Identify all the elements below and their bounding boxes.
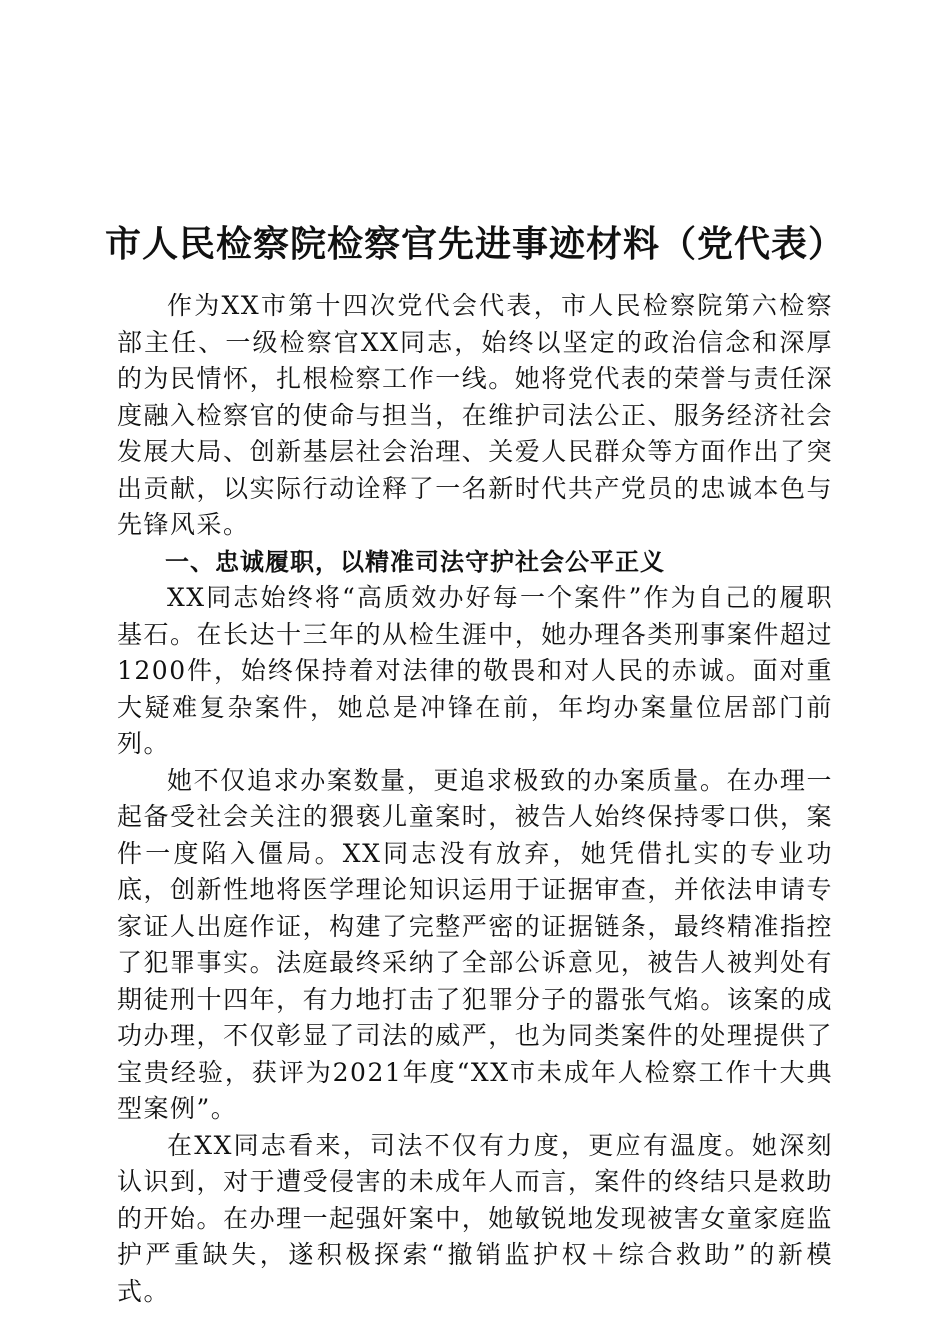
body-paragraph: 她不仅追求办案数量，更追求极致的办案质量。在办理一起备受社会关注的猥亵儿童案时，被告人始终保持零口供，案件一度陷入僵局。XX同志没有放弃，她凭借扎实的专业功底，创新性地将医学理论知识运用于证据审查，并依法申请专家证人出庭作证，构建了完整严密的证据链条，最终精准指控了犯罪事实。法庭最终采纳了全部公诉意见，被告人被判处有期徒刑十四年，有力地打击了犯罪分子的嚣张气焰。该案的成功办理，不仅彰显了司法的威严，也为同类案件的处理提供了宝贵经验，获评为2021年度“XX市未成年人检察工作十大典型案例”。: [117, 765, 833, 1123]
body-paragraph: 在XX同志看来，司法不仅有力度，更应有温度。她深刻认识到，对于遭受侵害的未成年人而言，案件的终结只是救助的开始。在办理一起强奸案中，她敏锐地发现被害女童家庭监护严重缺失，遂积极探索“撤销监护权＋综合救助”的新模式。: [117, 1130, 833, 1306]
document-body: [117, 288, 833, 1310]
intro-paragraph: 作为XX市第十四次党代会代表，市人民检察院第六检察部主任、一级检察官XX同志，始终以坚定的政治信念和深厚的为民情怀，扎根检察工作一线。她将党代表的荣誉与责任深度融入检察官的使命与担当，在维护司法公正、服务经济社会发展大局、创新基层社会治理、关爱人民群众等方面作出了突出贡献，以实际行动诠释了一名新时代共产党员的忠诚本色与先锋风采。: [117, 291, 833, 539]
body-paragraph: XX同志始终将“高质效办好每一个案件”作为自己的履职基石。在长达十三年的从检生涯中，她办理各类刑事案件超过1200件，始终保持着对法律的敬畏和对人民的赤诚。面对重大疑难复杂案件，她总是冲锋在前，年均办案量位居部门前列。: [117, 583, 833, 758]
document-title: 市人民检察院检察官先进事迹材料（党代表）: [104, 223, 845, 266]
section-heading: 一、忠诚履职，以精准司法守护社会公平正义: [165, 547, 665, 576]
